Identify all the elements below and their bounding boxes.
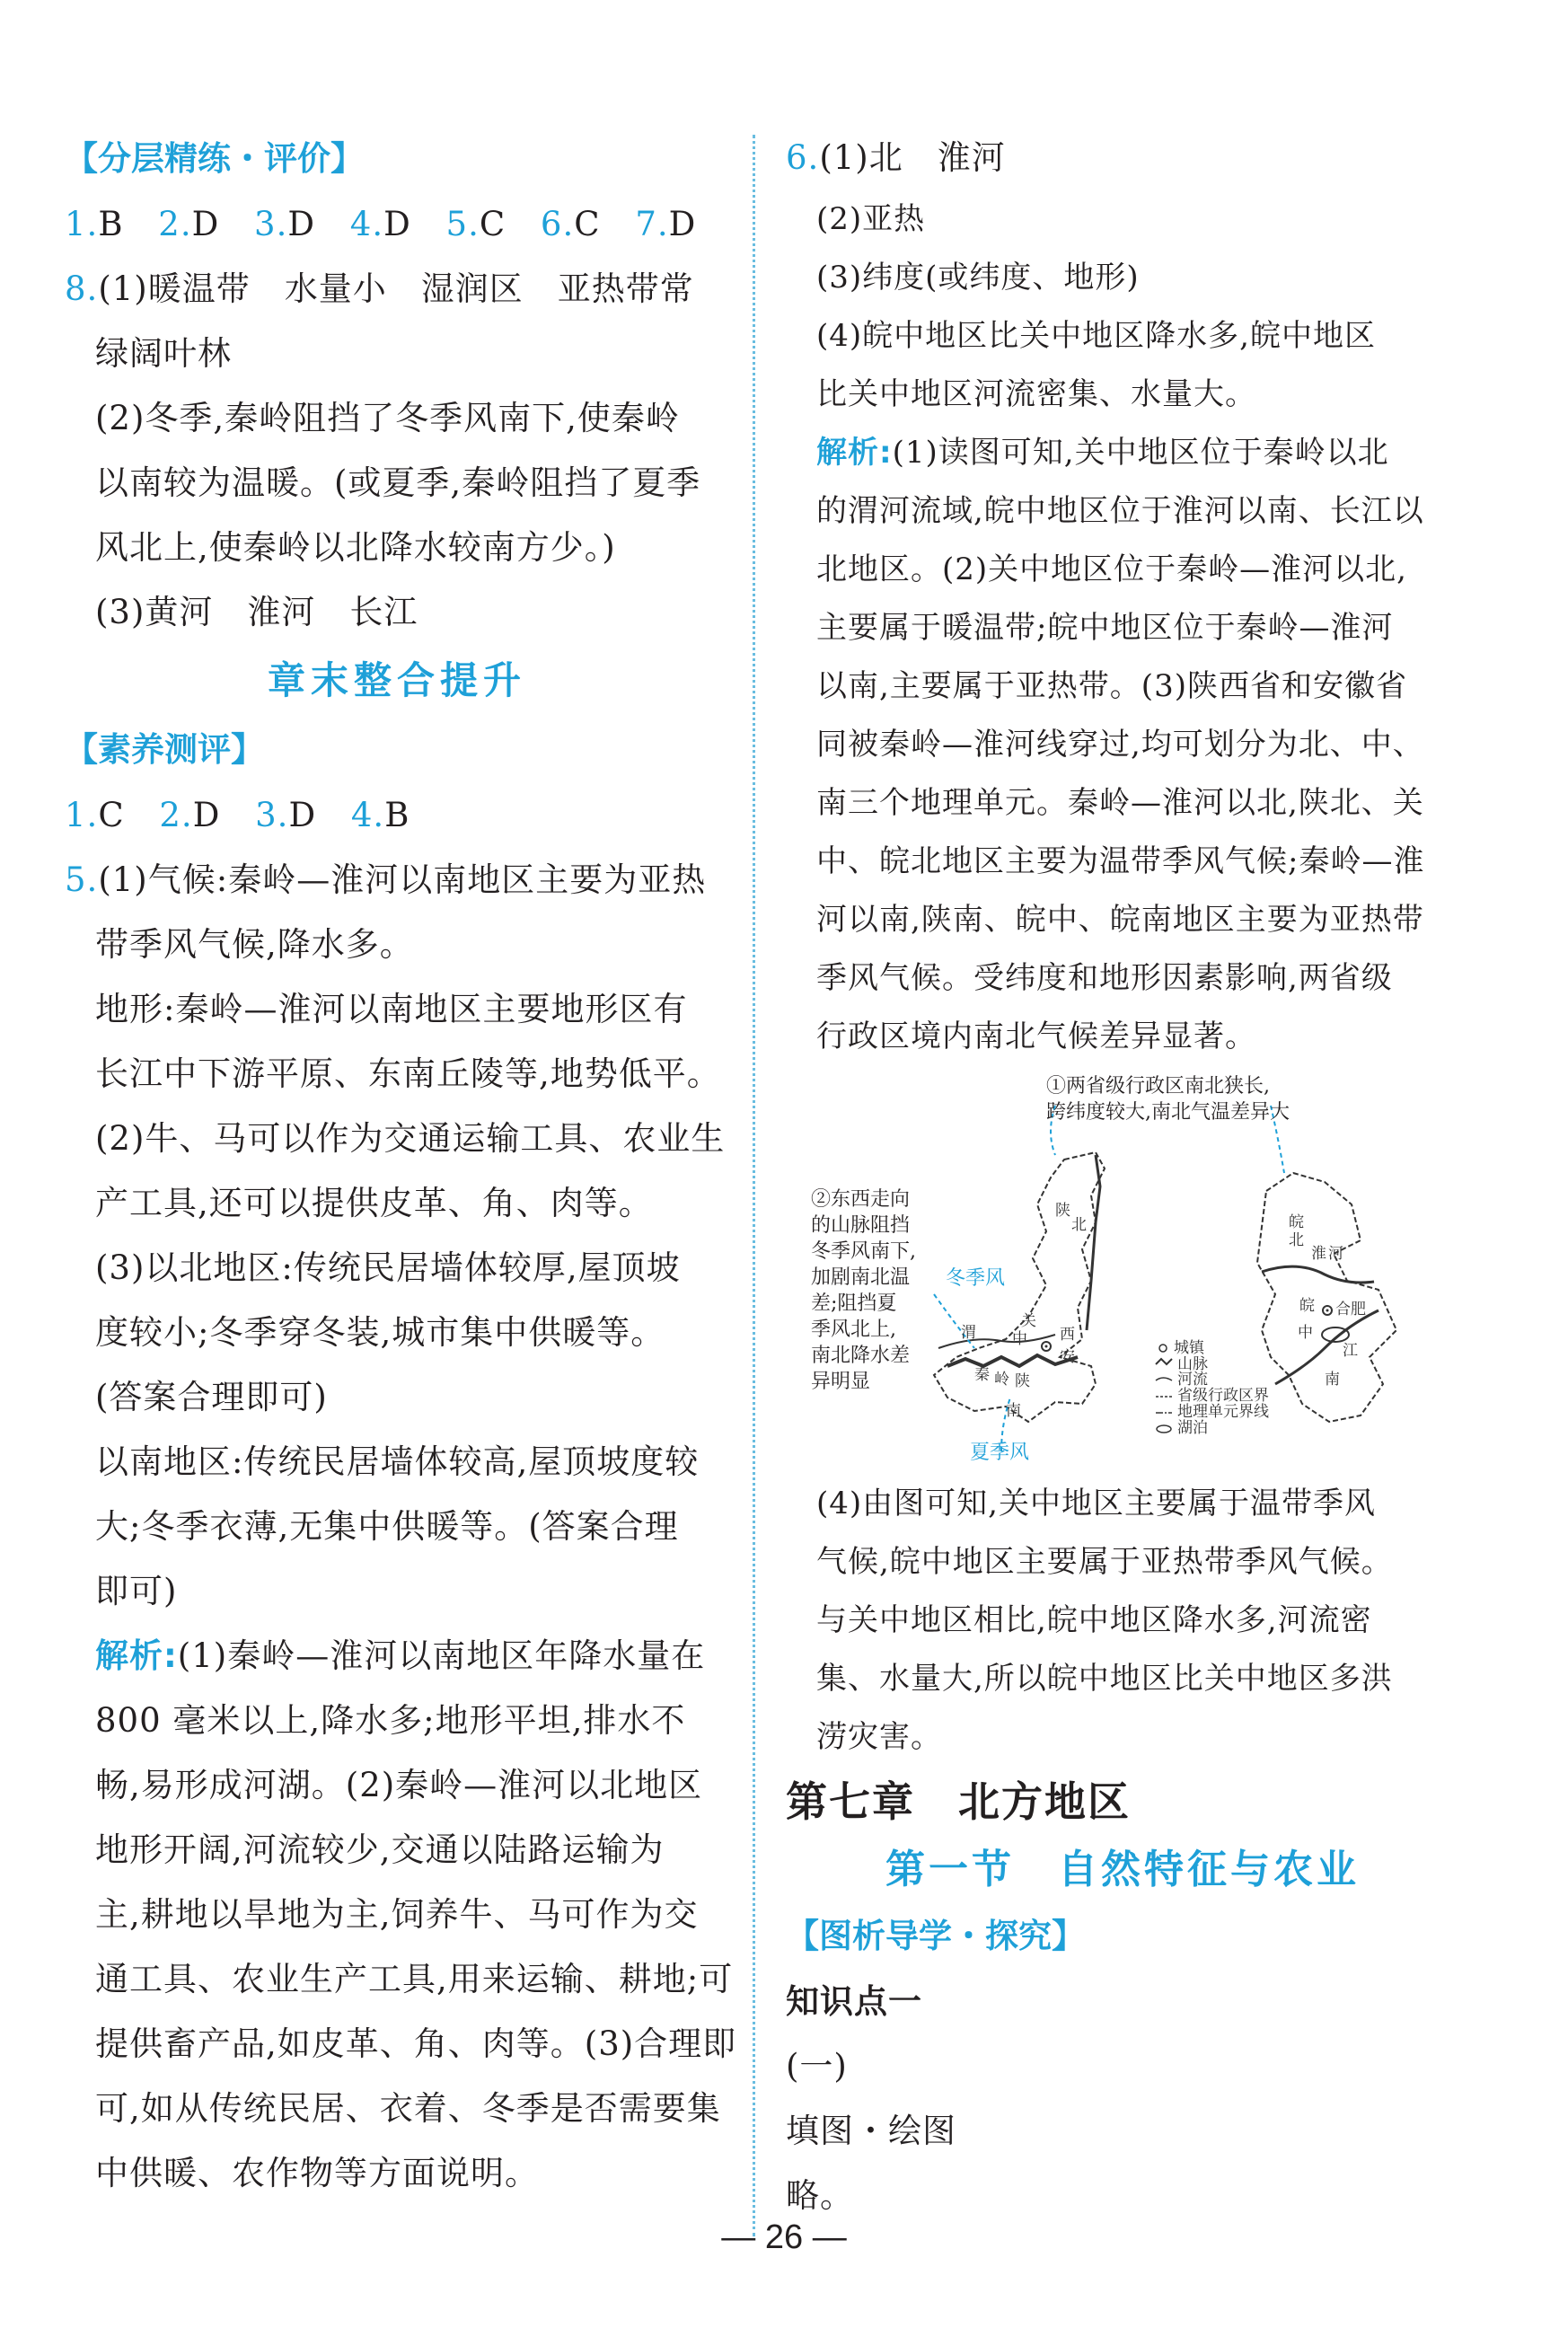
map-label: 西	[1060, 1326, 1075, 1344]
section-title: 第一节 自然特征与农业	[885, 1847, 1360, 1892]
map-label: 河	[1328, 1245, 1343, 1263]
analysis-line: 中供暖、农作物等方面说明。	[95, 2154, 539, 2192]
q5-line: 大;冬季衣薄,无集中供暖等。(答案合理	[95, 1507, 679, 1546]
analysis-line: 解析:(1)读图可知,关中地区位于秦岭以北	[816, 435, 1389, 471]
analysis-line: 通工具、农业生产工具,用来运输、耕地;可	[95, 1960, 734, 1998]
q6-line: 比关中地区河流密集、水量大。	[816, 376, 1256, 412]
q5-line: 产工具,还可以提供皮革、角、肉等。	[95, 1184, 653, 1222]
map-label: 关	[1021, 1312, 1036, 1330]
q5-line: (2)牛、马可以作为交通运输工具、农业生	[95, 1119, 726, 1158]
q5-line: 5.(1)气候:秦岭—淮河以南地区主要为亚热	[65, 860, 707, 899]
map-label: 江	[1343, 1342, 1358, 1360]
map-label: 皖	[1299, 1297, 1315, 1315]
analysis-line: 解析:(1)秦岭—淮河以南地区年降水量在	[95, 1636, 706, 1675]
analysis-line: 提供畜产品,如皮革、角、肉等。(3)合理即	[95, 2024, 737, 2063]
q6-4-line: 与关中地区相比,皖中地区降水多,河流密	[816, 1602, 1372, 1638]
q6-line: (2)亚热	[816, 201, 926, 237]
answer-item: 3.D	[254, 205, 316, 243]
column-divider	[753, 135, 755, 2236]
q8-line: (3)黄河 淮河 长江	[95, 593, 418, 631]
q5-line: (答案合理即可)	[95, 1378, 328, 1416]
answer-item: 4.B	[350, 796, 410, 834]
map-label: 北	[1289, 1231, 1304, 1249]
analysis-line: 畅,易形成河湖。(2)秦岭—淮河以北地区	[95, 1766, 703, 1804]
map-label: 北	[1071, 1216, 1087, 1234]
right-column	[786, 126, 1459, 2228]
analysis-line: 季风气候。受纬度和地形因素影响,两省级	[816, 960, 1393, 996]
chapter-title: 第七章 北方地区	[786, 1777, 1131, 1826]
analysis-line: 中、皖北地区主要为温带季风气候;秦岭—淮	[816, 843, 1425, 879]
yellow-river	[1087, 1155, 1100, 1330]
q5-line: 以南地区:传统民居墙体较高,屋顶坡度较	[95, 1442, 700, 1481]
svg-text:山脉: 山脉	[1177, 1355, 1208, 1373]
analysis-line: 北地区。(2)关中地区位于秦岭—淮河以北,	[816, 551, 1407, 587]
answer-item: 6.C	[540, 205, 601, 243]
map-label: 中	[1298, 1324, 1313, 1342]
q5-line: 长江中下游平原、东南丘陵等,地势低平。	[95, 1054, 721, 1093]
svg-text:城镇: 城镇	[1174, 1339, 1204, 1357]
q8-line: (2)冬季,秦岭阻挡了冬季风南下,使秦岭	[95, 399, 680, 437]
analysis-line: 可,如从传统民居、衣着、冬季是否需要集	[95, 2089, 721, 2128]
map-label: 南	[1006, 1402, 1021, 1420]
subsection-label: (一)	[786, 2047, 848, 2086]
section-head-figure-guide: 【图析导学・探究】	[786, 1917, 1085, 1955]
svg-text:河流: 河流	[1177, 1371, 1208, 1389]
chapter-end-title: 章末整合提升	[267, 658, 526, 702]
q8-line: 绿阔叶林	[95, 334, 232, 373]
answer-item: 2.D	[159, 796, 221, 834]
svg-text:地理单元界线: 地理单元界线	[1177, 1403, 1269, 1421]
map-label: 淮	[1311, 1245, 1326, 1263]
svg-text:省级行政区界: 省级行政区界	[1177, 1387, 1269, 1405]
q5-line: 即可)	[95, 1572, 178, 1610]
analysis-line: 南三个地理单元。秦岭—淮河以北,陕北、关	[816, 785, 1424, 821]
answer-item: 5.C	[445, 205, 507, 243]
climate-map-figure	[786, 1070, 1459, 1469]
analysis-line: 行政区境内南北气候差异显著。	[816, 1019, 1256, 1054]
q6-4-line: 集、水量大,所以皖中地区比关中地区多洪	[816, 1661, 1393, 1697]
huai-river	[1262, 1266, 1374, 1283]
analysis-line: 同被秦岭—淮河线穿过,均可划分为北、中、	[816, 727, 1424, 763]
map-label: 合肥	[1335, 1301, 1366, 1318]
answer-item: 4.D	[349, 205, 411, 243]
map-label: 安	[1060, 1348, 1075, 1366]
map-legend	[1156, 1339, 1269, 1437]
analysis-line: 地形开阔,河流较少,交通以陆路运输为	[95, 1830, 665, 1869]
map-label: 陕	[1055, 1202, 1070, 1220]
answer-item: 2.D	[158, 205, 220, 243]
q5-line: (3)以北地区:传统民居墙体较厚,屋顶坡	[95, 1248, 681, 1287]
analysis-line: 以南,主要属于亚热带。(3)陕西省和安徽省	[816, 668, 1407, 704]
map-label: 渭	[961, 1324, 976, 1342]
summer-wind-label: 夏季风	[970, 1442, 1030, 1464]
q5-line: 地形:秦岭—淮河以南地区主要地形区有	[95, 990, 688, 1028]
svg-text:湖泊: 湖泊	[1177, 1419, 1208, 1437]
page-number: — 26 —	[721, 2218, 847, 2256]
q5-line: 度较小;冬季穿冬装,城市集中供暖等。	[95, 1313, 665, 1352]
omitted-answer: 略。	[786, 2176, 854, 2215]
map-label: 岭	[994, 1371, 1009, 1389]
answer-item: 3.D	[255, 796, 317, 834]
analysis-line: 800 毫米以上,降水多;地形平坦,排水不	[95, 1701, 686, 1740]
q8-line: 8.(1)暖温带 水量小 湿润区 亚热带常	[65, 269, 694, 308]
section-head-literacy-test: 【素养测评】	[65, 730, 264, 769]
knowledge-point-heading: 知识点一	[786, 1982, 922, 2021]
answer-row-1	[65, 192, 729, 257]
q6-line: (3)纬度(或纬度、地形)	[816, 260, 1140, 295]
analysis-line: 的渭河流域,皖中地区位于淮河以南、长江以	[816, 493, 1424, 529]
q6-4-line: 涝灾害。	[816, 1719, 942, 1755]
answer-item: 7.D	[635, 205, 697, 243]
map-label: 皖	[1289, 1213, 1304, 1231]
left-column	[65, 126, 737, 2206]
answer-item: 1.C	[65, 796, 125, 834]
map-label: 陕	[1015, 1372, 1030, 1390]
map-label: 中	[1012, 1330, 1027, 1348]
map-label: 南	[1325, 1371, 1340, 1389]
q6-line: (4)皖中地区比关中地区降水多,皖中地区	[816, 318, 1376, 354]
analysis-line: 主要属于暖温带;皖中地区位于秦岭—淮河	[816, 610, 1394, 646]
q6-4-line: (4)由图可知,关中地区主要属于温带季风	[816, 1486, 1376, 1521]
map-note-2: ②东西走向 的山脉阻挡 冬季风南下, 加剧南北温 差;阻挡夏 季风北上, 南北降水差 异明显	[811, 1188, 916, 1393]
q8-line: 以南较为温暖。(或夏季,秦岭阻挡了夏季	[95, 463, 701, 502]
q5-line: 带季风气候,降水多。	[95, 925, 414, 964]
qinling-mountain	[947, 1355, 1078, 1366]
analysis-line: 主,耕地以旱地为主,饲养牛、马可作为交	[95, 1895, 699, 1934]
map-label: 秦	[974, 1366, 990, 1384]
map-note-1: ①两省级行政区南北狭长, 跨纬度较大,南北气温差异大	[1046, 1075, 1290, 1124]
q6-4-line: 气候,皖中地区主要属于亚热带季风气候。	[816, 1544, 1393, 1580]
section-head-layered-practice: 【分层精练・评价】	[65, 139, 364, 178]
winter-wind-label: 冬季风	[946, 1267, 1006, 1290]
answer-row-2	[65, 783, 729, 848]
analysis-line: 河以南,陕南、皖中、皖南地区主要为亚热带	[816, 902, 1424, 938]
fill-draw-label: 填图・绘图	[786, 2112, 956, 2150]
q8-line: 风北上,使秦岭以北降水较南方少。)	[95, 528, 616, 567]
answer-item: 1.B	[65, 205, 124, 243]
q6-line: 6.(1)北 淮河	[786, 138, 1006, 177]
